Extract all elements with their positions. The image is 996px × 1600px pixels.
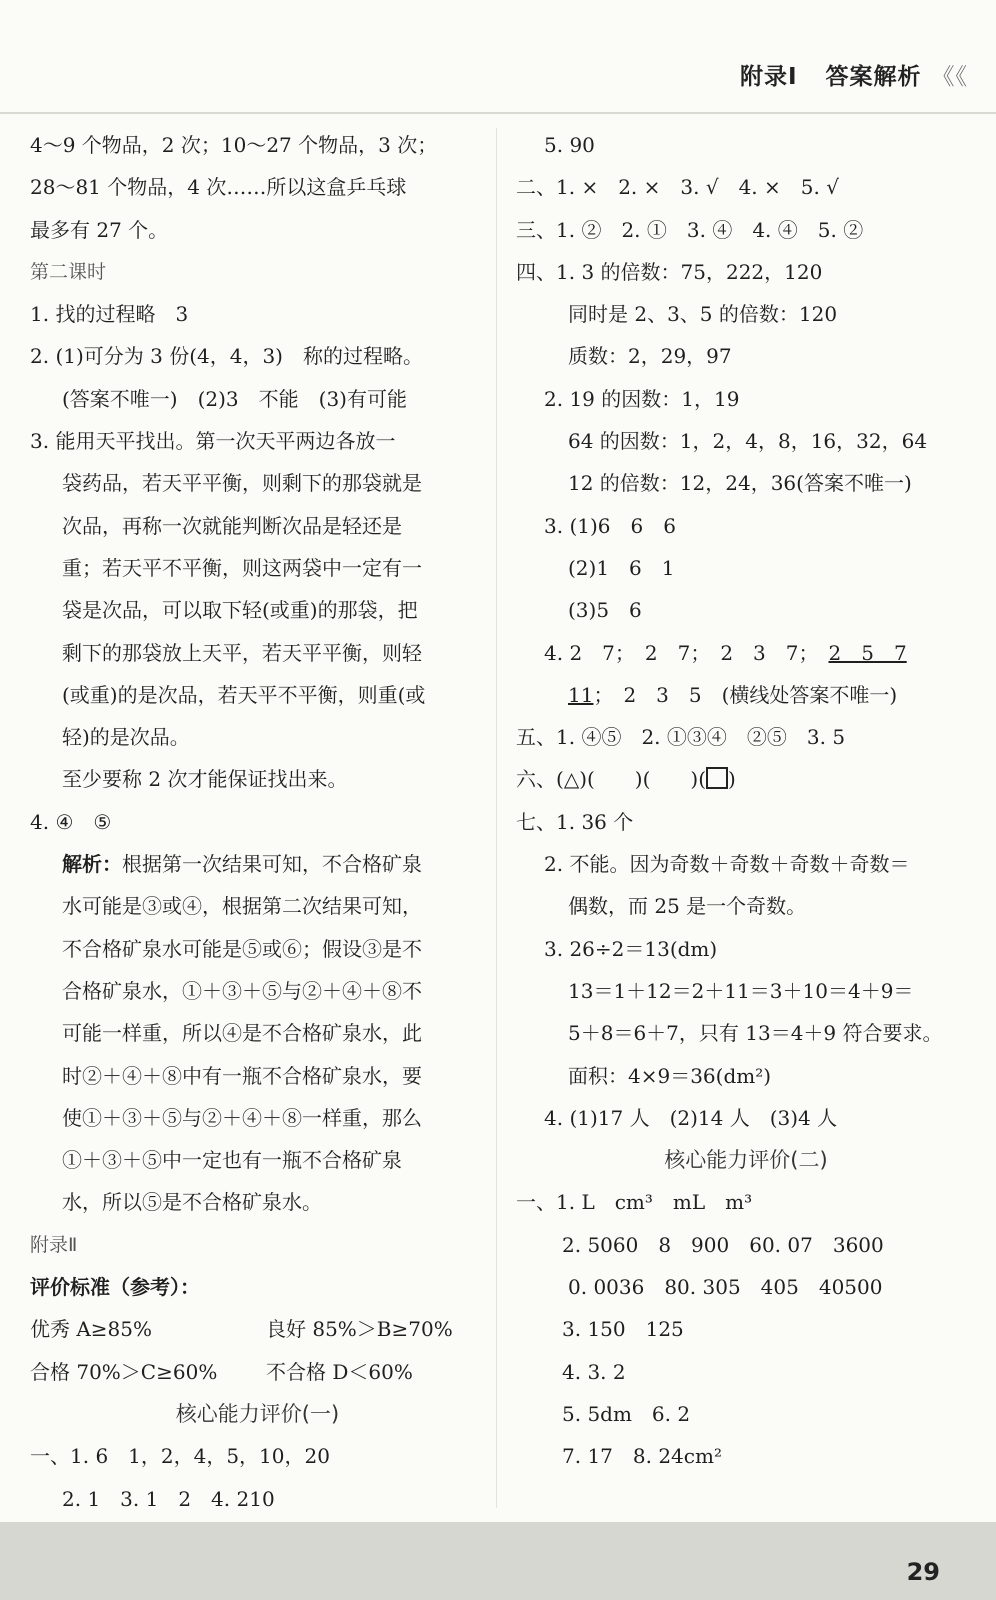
text-line: 偶数，而 25 是一个奇数。: [568, 894, 807, 919]
text-line: 最多有 27 个。: [30, 217, 169, 242]
text-line: 13＝1＋12＝2＋11＝3＋10＝4＋9＝: [568, 978, 914, 1003]
text-line: ①＋③＋⑤中一定也有一瓶不合格矿泉: [62, 1148, 402, 1173]
text-line: 次品，再称一次就能判断次品是轻还是: [62, 513, 402, 538]
appendix-ii-heading: 附录Ⅱ: [30, 1233, 78, 1256]
text-line: 5. 90: [544, 133, 595, 157]
text-line: 28～81 个物品，4 次……所以这盒乒乓球: [30, 175, 407, 200]
text-line: 一、1. L cm³ mL m³: [516, 1190, 753, 1215]
text-line: 0. 0036 80. 305 405 40500: [568, 1275, 883, 1300]
text-line: 水，所以⑤是不合格矿泉水。: [62, 1190, 322, 1215]
answer-1: 1. 找的过程略 3: [30, 302, 189, 327]
text-line: 袋是次品，可以取下轻(或重)的那袋，把: [62, 598, 418, 623]
text-line: 4. 3. 2: [562, 1359, 626, 1384]
answer-4: 4. ④ ⑤: [30, 809, 112, 834]
grade-row: [30, 1308, 485, 1350]
text-line: 袋药品，若天平平衡，则剩下的那袋就是: [62, 471, 422, 496]
text-line: 4～9 个物品，2 次；10～27 个物品，3 次；: [30, 133, 438, 157]
text-line: 7. 17 8. 24cm²: [562, 1444, 722, 1469]
lesson-heading: 第二课时: [30, 260, 107, 283]
grade-d: 不合格 D＜60%: [266, 1359, 413, 1384]
section-2-answers: 二、1. × 2. × 3. √ 4. × 5. √: [516, 175, 839, 200]
text-line: 轻)的是次品。: [62, 725, 190, 750]
underlined-answer: 11: [568, 682, 594, 707]
text-line: 3. 26÷2＝13(dm): [544, 936, 718, 961]
text-line: 4. (1)17 人 (2)14 人 (3)4 人: [544, 1105, 838, 1130]
text-line: 3. (1)6 6 6: [544, 513, 676, 538]
section-7-answers: 七、1. 36 个: [516, 809, 634, 834]
text-line: 水可能是③或④，根据第二次结果可知，: [62, 894, 422, 919]
text-line: 重；若天平不平衡，则这两袋中一定有一: [62, 555, 422, 580]
appendix-label: 附录Ⅰ: [739, 64, 798, 90]
section-3-answers: 三、1. ② 2. ① 3. ④ 4. ④ 5. ②: [516, 217, 864, 242]
text-line: 合格矿泉水，①＋③＋⑤与②＋④＋⑧不: [62, 978, 422, 1003]
section-title: 答案解析: [825, 64, 922, 90]
underlined-answer: 2 5 7: [828, 640, 907, 665]
text-line: 64 的因数：1，2，4，8，16，32，64: [568, 429, 928, 454]
text-span: 4. 2 7； 2 7； 2 3 7；: [544, 640, 829, 665]
criteria-heading: 评价标准（参考）：: [30, 1275, 200, 1300]
text-line: 剩下的那袋放上天平，若天平平衡，则轻: [62, 640, 422, 665]
left-column: [30, 124, 485, 1520]
text-line: 使①＋③＋⑤与②＋④＋⑧一样重，那么: [62, 1105, 422, 1130]
text-line: [516, 674, 976, 716]
text-span: ): [728, 767, 736, 792]
text-line: 2. 19 的因数：1，19: [544, 386, 740, 411]
text-line: 不合格矿泉水可能是⑤或⑥；假设③是不: [62, 936, 422, 961]
text-line: 时②＋④＋⑧中有一瓶不合格矿泉水，要: [62, 1063, 422, 1088]
text-line: [516, 632, 976, 674]
text-line: (2)1 6 1: [568, 555, 675, 580]
text-line: 2. 5060 8 900 60. 07 3600: [562, 1232, 884, 1257]
double-chevron-icon: 《《: [931, 64, 968, 90]
text-line: (或重)的是次品，若天平不平衡，则重(或: [62, 682, 426, 707]
page-footer: [0, 1522, 996, 1600]
evaluation-1-heading: 核心能力评价(一): [175, 1401, 340, 1426]
text-line: 一、1. 6 1，2，4，5，10，20: [30, 1444, 330, 1469]
analysis-text: 根据第一次结果可知，不合格矿泉: [122, 852, 422, 877]
grade-b: 良好 85%＞B≥70%: [266, 1317, 453, 1342]
text-line: 2. 不能。因为奇数＋奇数＋奇数＋奇数＝: [544, 852, 910, 877]
text-line: (答案不唯一) (2)3 不能 (3)有可能: [62, 386, 407, 411]
triangle-icon: △: [563, 767, 580, 792]
answer-3: 3. 能用天平找出。第一次天平两边各放一: [30, 429, 396, 454]
text-span: 六、(: [516, 767, 564, 792]
text-line: 面积：4×9＝36(dm²): [568, 1063, 772, 1088]
column-divider: [496, 128, 497, 1508]
square-icon: [706, 767, 728, 789]
text-span: )( )( )(: [579, 767, 707, 792]
text-line: 12 的倍数：12，24，36(答案不唯一): [568, 471, 912, 496]
text-line: 质数：2，29，97: [568, 344, 732, 369]
text-line: 5＋8＝6＋7，只有 13＝4＋9 符合要求。: [568, 1021, 943, 1046]
text-line: 至少要称 2 次才能保证找出来。: [62, 767, 348, 792]
running-head: [740, 58, 968, 91]
analysis-line: [30, 843, 485, 885]
text-line: 2. 1 3. 1 2 4. 210: [62, 1486, 275, 1511]
section-4-answers: 四、1. 3 的倍数：75，222，120: [516, 259, 823, 284]
text-line: (3)5 6: [568, 598, 642, 623]
text-line: 3. 150 125: [562, 1317, 684, 1342]
analysis-label: 解析：: [62, 852, 122, 877]
section-5-answers: 五、1. ④⑤ 2. ①③④ ②⑤ 3. 5: [516, 725, 846, 750]
answer-2: 2. (1)可分为 3 份(4，4，3) 称的过程略。: [30, 344, 423, 369]
page-header: [0, 0, 996, 114]
page-number: 29: [906, 1558, 940, 1586]
text-line: 同时是 2、3、5 的倍数：120: [568, 302, 838, 327]
evaluation-2-heading: 核心能力评价(二): [664, 1148, 828, 1173]
grade-a: 优秀 A≥85%: [30, 1317, 153, 1342]
text-line: 可能一样重，所以④是不合格矿泉水，此: [62, 1021, 422, 1046]
section-6-answers: [516, 758, 976, 800]
grade-c: 合格 70%＞C≥60%: [30, 1359, 218, 1384]
text-span: ； 2 3 5 (横线处答案不唯一): [593, 682, 898, 707]
right-column: [516, 124, 976, 1478]
grade-row: [30, 1351, 485, 1393]
text-line: 5. 5dm 6. 2: [562, 1401, 691, 1426]
